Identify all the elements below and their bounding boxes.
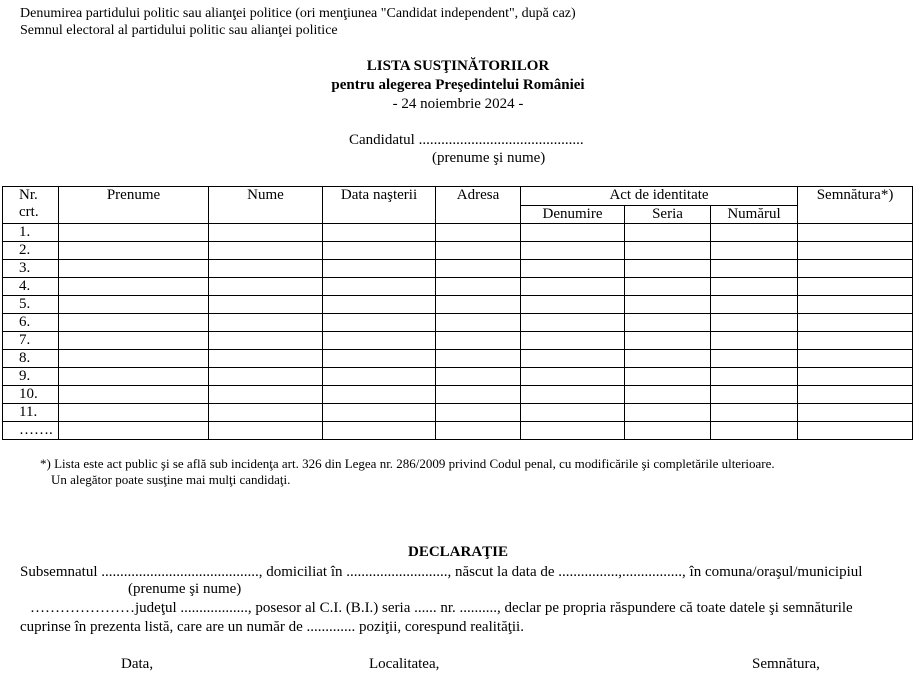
header-data-nasterii: Data naşterii bbox=[323, 187, 436, 224]
nume-cell[interactable] bbox=[209, 278, 323, 296]
row-number: 1. bbox=[3, 224, 59, 242]
signature-semnatura-label: Semnătura, bbox=[752, 656, 820, 672]
act-seria-cell[interactable] bbox=[625, 422, 711, 440]
data-nasterii-cell[interactable] bbox=[323, 224, 436, 242]
row-number: 2. bbox=[3, 242, 59, 260]
header-prenume: Prenume bbox=[59, 187, 209, 224]
header-nr-line1: Nr. bbox=[19, 187, 38, 203]
header-adresa: Adresa bbox=[436, 187, 521, 224]
act-denumire-cell[interactable] bbox=[521, 224, 625, 242]
semnatura-cell[interactable] bbox=[798, 242, 913, 260]
semnatura-cell[interactable] bbox=[798, 296, 913, 314]
act-seria-cell[interactable] bbox=[625, 242, 711, 260]
data-nasterii-cell[interactable] bbox=[323, 260, 436, 278]
data-nasterii-cell[interactable] bbox=[323, 242, 436, 260]
header-act-seria: Seria bbox=[625, 206, 711, 224]
adresa-cell[interactable] bbox=[436, 224, 521, 242]
header-act-denumire: Denumire bbox=[521, 206, 625, 224]
table-row bbox=[3, 368, 913, 386]
nume-cell[interactable] bbox=[209, 296, 323, 314]
prenume-cell[interactable] bbox=[59, 224, 209, 242]
prenume-cell[interactable] bbox=[59, 242, 209, 260]
act-numarul-cell[interactable] bbox=[711, 296, 798, 314]
header-nume: Nume bbox=[209, 187, 323, 224]
table-row bbox=[3, 404, 913, 422]
table-row bbox=[3, 386, 913, 404]
declaration-line3: cuprinse în prezenta listă, care are un număr de ............. poziţii, corespund realităţii. bbox=[20, 619, 524, 635]
table-row bbox=[3, 242, 913, 260]
act-seria-cell[interactable] bbox=[625, 224, 711, 242]
data-nasterii-cell[interactable] bbox=[323, 296, 436, 314]
row-number: 6. bbox=[3, 314, 59, 332]
declaration-line2: …………………judeţul .................., posesor al C.I. (B.I.) seria ...... nr. .........., declar pe propria răspundere că toate datele şi semnăturile bbox=[30, 600, 853, 616]
adresa-cell[interactable] bbox=[436, 368, 521, 386]
semnatura-cell[interactable] bbox=[798, 350, 913, 368]
act-seria-cell[interactable] bbox=[625, 404, 711, 422]
signature-data-label: Data, bbox=[121, 656, 154, 672]
table-row bbox=[3, 314, 913, 332]
footnote-line2: Un alegător poate susţine mai mulţi candidaţi. bbox=[51, 472, 291, 487]
semnatura-cell[interactable] bbox=[798, 314, 913, 332]
adresa-cell[interactable] bbox=[436, 332, 521, 350]
row-number: 3. bbox=[3, 260, 59, 278]
table-row bbox=[3, 422, 913, 440]
row-number: 9. bbox=[3, 368, 59, 386]
act-numarul-cell[interactable] bbox=[711, 260, 798, 278]
act-denumire-cell[interactable] bbox=[521, 314, 625, 332]
table-row bbox=[3, 350, 913, 368]
adresa-cell[interactable] bbox=[436, 386, 521, 404]
nume-cell[interactable] bbox=[209, 314, 323, 332]
nume-cell[interactable] bbox=[209, 422, 323, 440]
adresa-cell[interactable] bbox=[436, 242, 521, 260]
adresa-cell[interactable] bbox=[436, 350, 521, 368]
prenume-cell[interactable] bbox=[59, 296, 209, 314]
act-numarul-cell[interactable] bbox=[711, 332, 798, 350]
data-nasterii-cell[interactable] bbox=[323, 278, 436, 296]
header-nr bbox=[3, 187, 59, 224]
prenume-cell[interactable] bbox=[59, 368, 209, 386]
act-seria-cell[interactable] bbox=[625, 260, 711, 278]
adresa-cell[interactable] bbox=[436, 422, 521, 440]
data-nasterii-cell[interactable] bbox=[323, 314, 436, 332]
act-denumire-cell[interactable] bbox=[521, 404, 625, 422]
declaration-hint: (prenume şi nume) bbox=[128, 581, 242, 597]
semnatura-cell[interactable] bbox=[798, 422, 913, 440]
nume-cell[interactable] bbox=[209, 260, 323, 278]
act-denumire-cell[interactable] bbox=[521, 242, 625, 260]
row-number: 11. bbox=[3, 404, 59, 422]
act-numarul-cell[interactable] bbox=[711, 314, 798, 332]
act-seria-cell[interactable] bbox=[625, 278, 711, 296]
table-row bbox=[3, 278, 913, 296]
act-numarul-cell[interactable] bbox=[711, 422, 798, 440]
document-subtitle: pentru alegerea Preşedintelui României bbox=[331, 77, 585, 93]
footnote-line1: *) Lista este act public şi se află sub incidenţa art. 326 din Legea nr. 286/2009 privind Codul penal, cu modificările şi completările ulterioare. bbox=[40, 456, 775, 471]
data-nasterii-cell[interactable] bbox=[323, 332, 436, 350]
declaration-title: DECLARAŢIE bbox=[407, 544, 509, 560]
semnatura-cell[interactable] bbox=[798, 368, 913, 386]
header-nr-line2: crt. bbox=[19, 204, 39, 220]
semnatura-cell[interactable] bbox=[798, 332, 913, 350]
nume-cell[interactable] bbox=[209, 368, 323, 386]
prenume-cell[interactable] bbox=[59, 386, 209, 404]
prenume-cell[interactable] bbox=[59, 422, 209, 440]
act-denumire-cell[interactable] bbox=[521, 278, 625, 296]
act-numarul-cell[interactable] bbox=[711, 278, 798, 296]
candidate-hint: (prenume şi nume) bbox=[432, 150, 546, 166]
adresa-cell[interactable] bbox=[436, 278, 521, 296]
act-denumire-cell[interactable] bbox=[521, 260, 625, 278]
act-denumire-cell[interactable] bbox=[521, 296, 625, 314]
document-title: LISTA SUSŢINĂTORILOR bbox=[366, 58, 550, 74]
act-numarul-cell[interactable] bbox=[711, 404, 798, 422]
nume-cell[interactable] bbox=[209, 404, 323, 422]
table-row bbox=[3, 260, 913, 278]
prenume-cell[interactable] bbox=[59, 332, 209, 350]
adresa-cell[interactable] bbox=[436, 260, 521, 278]
nume-cell[interactable] bbox=[209, 332, 323, 350]
act-seria-cell[interactable] bbox=[625, 386, 711, 404]
act-denumire-cell[interactable] bbox=[521, 350, 625, 368]
act-seria-cell[interactable] bbox=[625, 368, 711, 386]
semnatura-cell[interactable] bbox=[798, 278, 913, 296]
prenume-cell[interactable] bbox=[59, 260, 209, 278]
row-number: ……. bbox=[3, 422, 59, 440]
header-act-numarul: Numărul bbox=[711, 206, 798, 224]
act-denumire-cell[interactable] bbox=[521, 368, 625, 386]
act-seria-cell[interactable] bbox=[625, 332, 711, 350]
table-row bbox=[3, 296, 913, 314]
act-denumire-cell[interactable] bbox=[521, 386, 625, 404]
nume-cell[interactable] bbox=[209, 386, 323, 404]
act-numarul-cell[interactable] bbox=[711, 242, 798, 260]
adresa-cell[interactable] bbox=[436, 404, 521, 422]
candidate-line: Candidatul ............................................ bbox=[349, 132, 584, 148]
nume-cell[interactable] bbox=[209, 224, 323, 242]
election-date: - 24 noiembrie 2024 - bbox=[392, 96, 524, 112]
act-seria-cell[interactable] bbox=[625, 314, 711, 332]
header-act-identitate: Act de identitate bbox=[521, 187, 798, 206]
adresa-cell[interactable] bbox=[436, 314, 521, 332]
prenume-cell[interactable] bbox=[59, 404, 209, 422]
row-number: 8. bbox=[3, 350, 59, 368]
row-number: 5. bbox=[3, 296, 59, 314]
act-seria-cell[interactable] bbox=[625, 350, 711, 368]
nume-cell[interactable] bbox=[209, 350, 323, 368]
data-nasterii-cell[interactable] bbox=[323, 404, 436, 422]
row-number: 7. bbox=[3, 332, 59, 350]
electoral-sign-line: Semnul electoral al partidului politic sau alianţei politice bbox=[20, 23, 338, 38]
prenume-cell[interactable] bbox=[59, 350, 209, 368]
table-row bbox=[3, 224, 913, 242]
act-seria-cell[interactable] bbox=[625, 296, 711, 314]
row-number: 4. bbox=[3, 278, 59, 296]
header-semnatura: Semnătura*) bbox=[798, 187, 913, 224]
declaration-line1: Subsemnatul .........................................., domiciliat în ..........................., născut la data de ................,................, în comuna/oraşul/municipiul bbox=[20, 564, 863, 580]
table-row bbox=[3, 332, 913, 350]
data-nasterii-cell[interactable] bbox=[323, 422, 436, 440]
act-numarul-cell[interactable] bbox=[711, 224, 798, 242]
act-numarul-cell[interactable] bbox=[711, 350, 798, 368]
data-nasterii-cell[interactable] bbox=[323, 368, 436, 386]
supporters-table bbox=[2, 186, 913, 440]
prenume-cell[interactable] bbox=[59, 314, 209, 332]
nume-cell[interactable] bbox=[209, 242, 323, 260]
data-nasterii-cell[interactable] bbox=[323, 350, 436, 368]
semnatura-cell[interactable] bbox=[798, 386, 913, 404]
prenume-cell[interactable] bbox=[59, 278, 209, 296]
act-denumire-cell[interactable] bbox=[521, 332, 625, 350]
semnatura-cell[interactable] bbox=[798, 224, 913, 242]
adresa-cell[interactable] bbox=[436, 296, 521, 314]
row-number: 10. bbox=[3, 386, 59, 404]
party-name-line: Denumirea partidului politic sau alianţei politice (ori menţiunea "Candidat independent", după caz) bbox=[20, 6, 576, 21]
data-nasterii-cell[interactable] bbox=[323, 386, 436, 404]
act-numarul-cell[interactable] bbox=[711, 386, 798, 404]
act-numarul-cell[interactable] bbox=[711, 368, 798, 386]
act-denumire-cell[interactable] bbox=[521, 422, 625, 440]
semnatura-cell[interactable] bbox=[798, 260, 913, 278]
semnatura-cell[interactable] bbox=[798, 404, 913, 422]
signature-localitate-label: Localitatea, bbox=[369, 656, 440, 672]
